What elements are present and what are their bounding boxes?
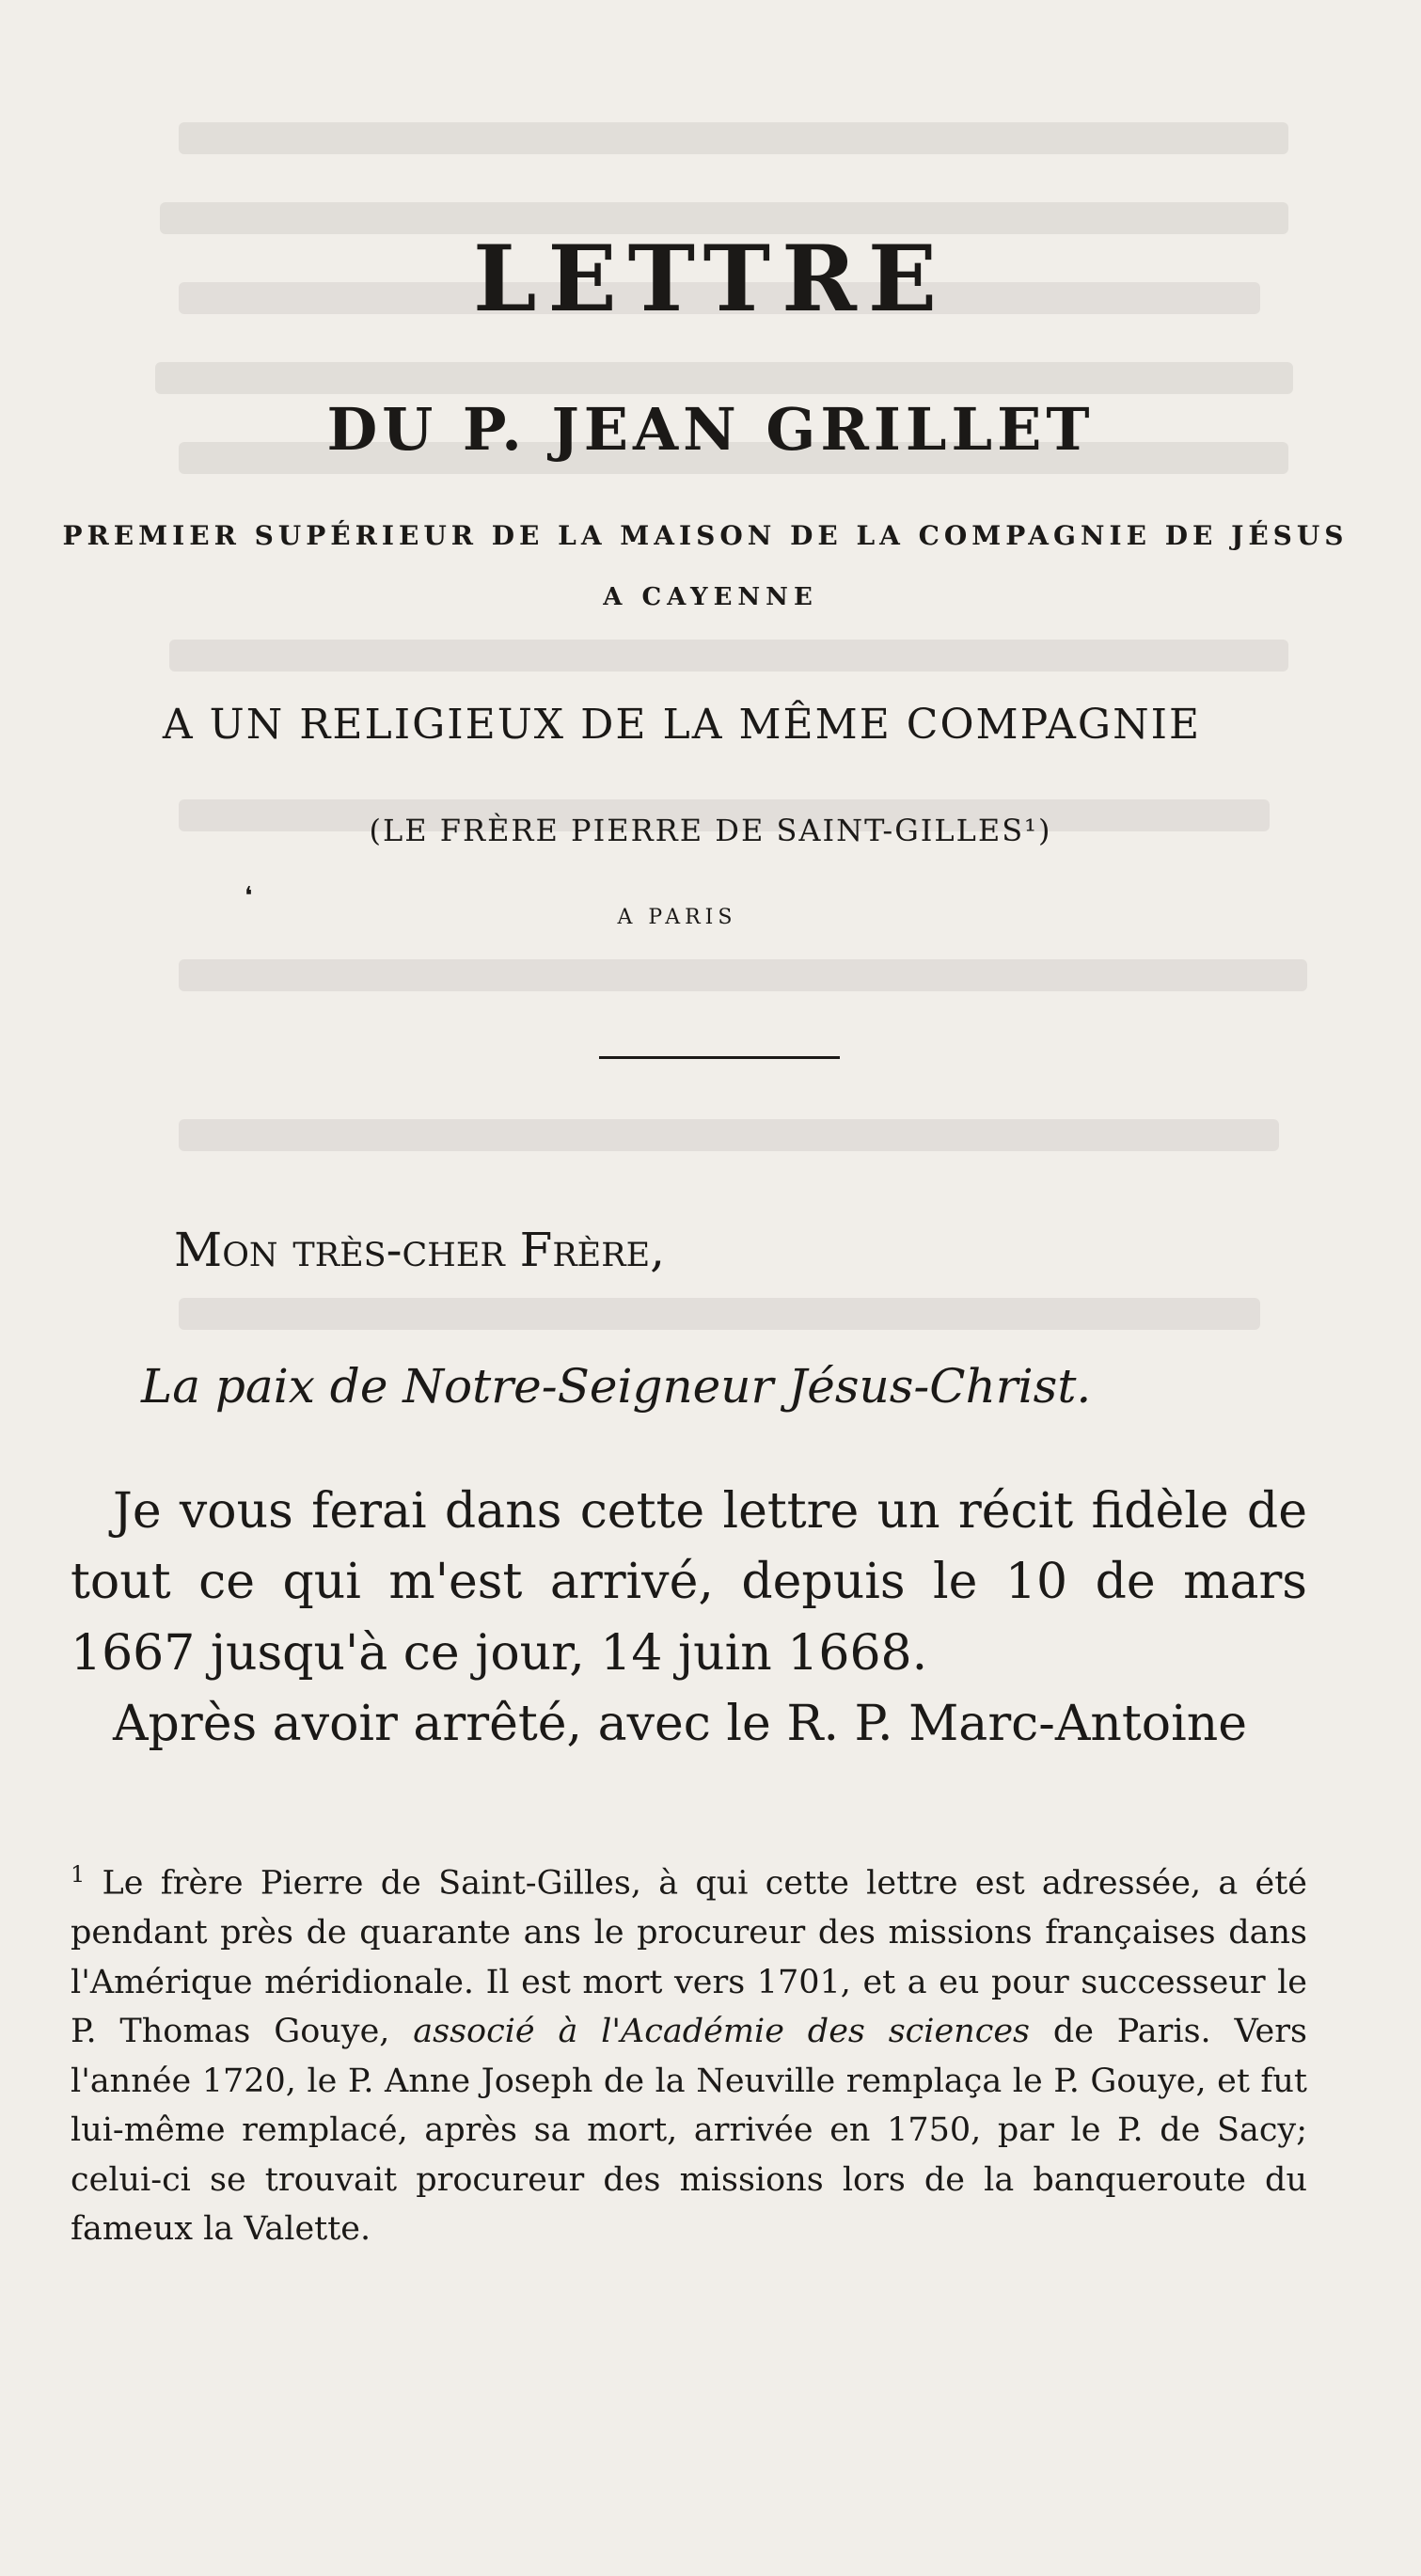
greeting: La paix de Notre-Seigneur Jésus-Christ. [141, 1359, 1092, 1414]
recipient-heading: A UN RELIGIEUX DE LA MÊME COMPAGNIE [162, 701, 1202, 749]
recipient-name: (LE FRÈRE PIERRE DE SAINT-GILLES¹) [369, 813, 1052, 848]
footnote-number: 1 [71, 1861, 86, 1888]
author-role: PREMIER SUPÉRIEUR DE LA MAISON DE LA COMPAGNIE DE JÉSUS [62, 520, 1349, 551]
letter-body [71, 1477, 1307, 1761]
place-paris: A PARIS [617, 906, 737, 929]
footnote-text: Le frère Pierre de Saint-Gilles, à qui cette lettre est adressée, a été pendant près de quarante ans le procureur des missions françaises dans l'Amérique méridionale. Il est mort vers 1701, et a eu pour successeur le P. Thomas Gouye, [71, 1864, 1307, 2051]
place-cayenne: A CAYENNE [603, 583, 818, 611]
page-title: LETTRE [472, 226, 949, 332]
author-heading: DU P. JEAN GRILLET [326, 395, 1095, 464]
footnote [71, 1857, 1307, 2254]
paragraph: Après avoir arrêté, avec le R. P. Marc-Antoine [113, 1696, 1248, 1753]
footnote-italic: associé à l'Académie des sciences [413, 2013, 1030, 2051]
ink-mark: ❛ [245, 882, 253, 910]
salutation: Mon très-cher Frère, [174, 1223, 666, 1277]
paragraph: Je vous ferai dans cette lettre un récit fidèle de tout ce qui m'est arrivé, depuis le 10 de mars 1667 jusqu'à ce jour, 14 juin 1668. [71, 1483, 1307, 1682]
section-divider [599, 1056, 840, 1059]
footnote-text-end: de Paris. Vers l'année 1720, le P. Anne Joseph de la Neuville remplaça le P. Gouye, et fut lui-même remplacé, après sa mort, arrivée en 1750, par le P. de Sacy; celui-ci se trouvait procureur des missions lors de la banqueroute du fameux la Valette. [71, 2013, 1307, 2249]
